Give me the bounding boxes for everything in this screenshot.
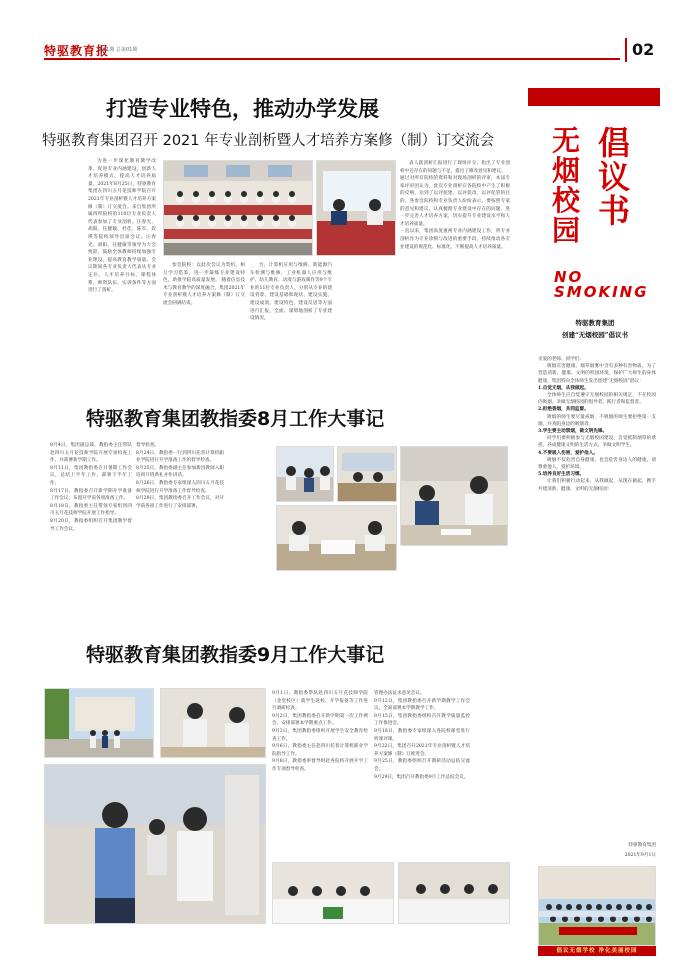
discussion-photo [398, 862, 510, 924]
document-review-photo [276, 505, 397, 571]
proposal-section-body: 同学们要积极参与无烟校园建设，自觉抵制烟草的诱惑，养成健康文明的生活方式，争做文明学生。 [538, 436, 656, 449]
article3-column-1: 9月1日，教指委带队赴四川五月花技师学院（金堂校区）就学生返校、开学报备等工作进行调研检查。 9月2日，集团教指委召开新学期第一次工作例会，安排部署本学期重点工作。 9月3日，集团教指委组织开展学生安全教育检查工作。 9月6日，教指委主任赴四川托普计算机职业学院指导工作。 9月8日，教指委率督导组赴各院校开展开学工作专项督导检查。 [272, 691, 368, 772]
inspection-meeting-photo [400, 446, 508, 546]
proposal-section-body: 吸烟的师生要尽量戒烟，不吸烟的师生要拒绝第一支烟，并劝阻身边的吸烟者。 [538, 414, 656, 427]
article1-column-4: 表人就剖析汇报进行了现场评分，指出了专业剖析中还存在的问题与不足，提出了修改意见和建议。 通过对所有院校的资料和对现场剖析的评审，本届专家评审团认为，此次专业剖析在各院校中产生了积极的反响，达到了以评促建、以评促改、以评促管的目的。各参会院校和专业负责人纷纷表示，要按照专家的意见和建议，认真梳理专业建设中存在的问题，进一步完善人才培养方案，切实提升专业建设水平和人才培养质量。 一直以来，集团高度重视专业内涵建设工作，将专业剖析作为专业诊断与改进的重要手段，持续推动各专业建设的规范化、标准化，不断提高人才培养质量。 [400, 161, 510, 250]
proposal-section-body: 吸烟不仅危害自身健康，也会危害身边人的健康，请尊重他人，爱护环境。 [538, 457, 656, 471]
proposal-sign-date: 2021年9月1日 [624, 853, 656, 858]
article1-column-3: 台，计算机应用与维修、新能源汽车检测与维修、工业机器人应用与维护、幼儿教育、动漫与游戏制作等9个专业的11位专业负责人，分别从专业的建设背景、建设基础和现状、建设实施、建设成效、建设特色、建设反思等方面进行汇报，全面、深刻地剖析了专业建设情况。 [250, 263, 332, 322]
proposal-title: 创建“无烟校园”倡议书 [562, 331, 628, 339]
inspection-visit-photo [44, 764, 266, 924]
proposal-intro: 吸烟有害健康，烟草烟雾中含有多种有害物质。为了营造清新、健康、文明的校园环境，保护广大师生的身体健康，集团特向全体师生发出创建“无烟校园”倡议： [538, 364, 656, 384]
meeting-room-photo [272, 862, 394, 924]
article1-column-1: 为进一步深化教育教学改革，促进专业内涵建设，创新人才培养模式，提高人才培养质量，2021年8月25日，特驱教育集团在四川五月花技师学院召开2021年专业剖析暨人才培养方案修（制）订交流会。来自集团所属四所院校的110位专业负责人代表参加了专业剖析。汪春光、胡阳、任健敏、杜佳、陈军、段瑛等院校领导出席会议。汪春光、胡阳、任健敏等领导为大会致辞，鼓励全体教师持续加强专业建设，提高教育教学质量。会议期间各专业负责人代表从专业定位、人才培养目标、课程体系、师资队伍、实训条件等方面进行了剖析。 [88, 159, 156, 294]
campus-walk-photo [44, 688, 154, 758]
no-smoking-word-1: NO [554, 268, 584, 286]
proposal-org: 特驱教育集团 [575, 319, 615, 327]
proposal-sign-org: 特驱教育集团 [628, 843, 656, 848]
campaign-banner-text: 倡议无烟学校 净化美丽校园 [556, 948, 638, 954]
page-number: 02 [632, 40, 655, 59]
proposal-section-body: 让我们积极行动起来，从我做起，从现在做起，携手共建清新、健康、文明的无烟校园！ [538, 479, 656, 492]
slogan-proposal: 倡议书 [598, 124, 631, 230]
no-smoking-english [554, 270, 649, 300]
proposal-section-heading: 3.学生要主动禁烟，做文明先锋。 [538, 429, 608, 435]
article1-column-2: 参会院校：以此次会议为契机，相互学习借鉴，进一步凝练专业建设特色，助推学院高质量发展。 随着信息技术与教育教学的深度融合，集团2021年专业剖析暨人才培养方案修（制）订交流会圆满结束。 [163, 263, 245, 306]
article1-title: 打造专业特色，推动办学发展 [106, 97, 379, 121]
article2-column-2: 督导检查。 8月24日，教指委一行到四川托普计算机职业学院进行开学准备工作的督导检查。 8月25日，教指委副主任参加新进教师入职培训开班典礼并作讲话。 8月26日，教指委专家组深入四川五月花技师学院进行开学准备工作督导检查。 8月29日，集团教指委召开工作会议，对开学前各项工作进行了安排部署。 [136, 443, 224, 509]
article3-title: 特驱教育集团教指委9月工作大事记 [86, 644, 385, 666]
proposal-section-heading: 1.自觉无烟，从我做起。 [538, 385, 589, 391]
article3-column-2: 管理办法征求意见会议。 9月12日，集团教指委召开新学期教学工作会议，全面部署本学期教学工作。 9月15日，集团教指委组织召开教学质量监控工作推进会。 9月18日，教指委专家组深入各院校课堂进行听课评课。 9月22日，集团召开2021年专业剖析暨人才培养方案修（制）订推进会。 9月25日，教指委组织召开教研活动总结交流会。 9月29日，集团召开教指委9月工作总结会议。 [374, 691, 470, 780]
proposal-section-body: 全体师生应自觉遵守无烟校园的相关规定，不在校园内吸烟，争做无烟校园的倡导者、践行者和监督者。 [538, 393, 656, 406]
training-room-photo [337, 446, 397, 502]
masthead [0, 0, 700, 66]
right-column-top-band [528, 88, 660, 106]
article2-column-1: 8月4日，集团副总裁、教指委主任带队赴四川五月花技师学院开展专项检查工作，并部署新学期工作。 8月11日，集团教指委召开暑期工作会议，总结上半年工作，部署下半年工作。 8月17日，教指委召开新学期开学准备工作会议，布置开学前各项准备工作。 8月18日，教指委主任带领专家组到四川五月花技师学院开展工作指导。 8月20日，教指委组织召开集团教学督导工作会议。 [50, 443, 132, 532]
masthead-rule [44, 58, 620, 60]
proposal-section-heading: 2.拒绝香烟，共同监督。 [538, 407, 589, 413]
proposal-salutation: 亲爱的老师、同学们： [538, 357, 584, 362]
meeting-hall-photo [163, 160, 313, 256]
no-smoking-word-2: SMOKING [554, 283, 649, 301]
proposal-body [538, 356, 656, 839]
paper-name: 特驱教育报 [44, 44, 110, 58]
campaign-banner [538, 946, 656, 956]
proposal-section-heading: 4.不要吸入伤害，爱护他人。 [538, 450, 598, 456]
classroom-photo-1 [276, 446, 334, 502]
article1-subtitle: 特驱教育集团召开 2021 年专业剖析暨人才培养方案修（制）订交流会 [42, 133, 495, 149]
proposal-section-heading: 5.培养良好生活习惯。 [538, 472, 585, 478]
article2-title: 特驱教育集团教指委8月工作大事记 [86, 408, 385, 430]
interview-photo [160, 688, 266, 758]
page-number-bar [625, 38, 627, 62]
slogan-no-smoking-campus: 无烟校园 [552, 124, 581, 247]
issue-number: 第01期 总第01期 [98, 47, 138, 53]
presenter-photo [316, 160, 396, 256]
group-photo [538, 866, 656, 946]
